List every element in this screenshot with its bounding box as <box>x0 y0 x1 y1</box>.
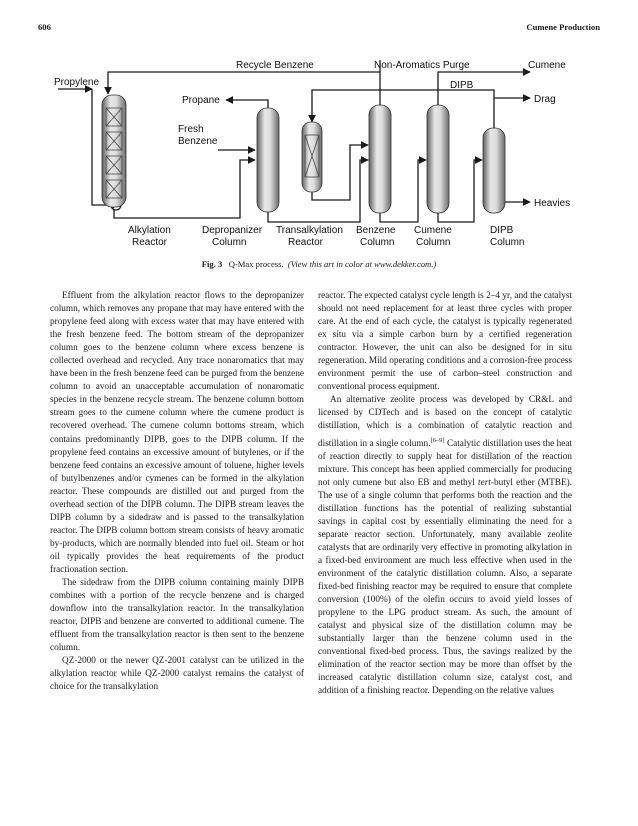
transalkylation-reactor-vessel <box>302 122 322 192</box>
svg-text:Reactor: Reactor <box>288 237 324 248</box>
left-text-column <box>50 290 304 694</box>
svg-text:DIPB: DIPB <box>490 225 514 236</box>
unit-label-benzene-column <box>356 225 396 248</box>
svg-text:Transalkylation: Transalkylation <box>276 225 343 236</box>
svg-text:Column: Column <box>416 237 451 248</box>
unit-label-alkylation <box>128 225 171 248</box>
unit-label-dipb-column <box>490 225 524 248</box>
label-fresh: Fresh <box>178 124 204 135</box>
label-drag: Drag <box>534 94 556 105</box>
unit-label-transalkylation <box>276 225 343 248</box>
paragraph-text: -butyl ether (MTBE). The use of a single column that performs both the reaction and the distillation functions has the potential of realizing substantial savings in capital cost by essentially eliminating the need for a separate reactor section. Unfortunately, many available zeolite catalysts that are ordinarily very effective in promoting alkylation in a fixed-bed environment are much less effective when used in the environment of the catalytic distillation column. Also, a separate fixed-bed finishing reactor may be required to ensure that complete conversion (100%) of the olefin occurs to avoid yield losses of propylene to the LPG product stream. As such, the amount of catalyst and physical size of the distillation column may be substantially larger than the benzene column used in the conventional fixed-bed process. Thus, the savings realized by the elimination of the reactor section may be more than offset by the increased catalytic distillation column size, catalyst cost, and addition of a finishing reactor. Depending on the relative values <box>318 477 572 697</box>
page-number: 606 <box>38 22 51 32</box>
paragraph-text: Catalytic distillation uses the heat of reaction directly to supply heat for distillation of the reaction mixture. This concept has been applied commercially for producing not only cumene but also EB and methyl <box>318 438 572 488</box>
svg-text:Cumene: Cumene <box>414 225 452 236</box>
running-title: Cumene Production <box>526 22 600 32</box>
svg-text:Reactor: Reactor <box>132 237 168 248</box>
svg-text:Benzene: Benzene <box>356 225 396 236</box>
process-flow-diagram <box>50 50 590 250</box>
figure-title: Q-Max process. <box>228 259 284 269</box>
label-non-aromatics-purge: Non-Aromatics Purge <box>374 60 470 71</box>
unit-label-cumene-column <box>414 225 452 248</box>
label-heavies: Heavies <box>534 198 571 209</box>
label-dipb: DIPB <box>450 80 474 91</box>
paragraph-text: An alternative zeolite process was developed by CR&L and licensed by CDTech and is based on the concept of catalytic distillation, which is a combination of catalytic reaction and distillation in a single column. <box>318 395 572 449</box>
svg-text:Alkylation: Alkylation <box>128 225 171 236</box>
cumene-column-vessel <box>427 105 449 213</box>
dipb-sidedraw-line <box>312 90 494 130</box>
label-propylene: Propylene <box>54 77 100 88</box>
svg-text:Depropanizer: Depropanizer <box>202 225 263 236</box>
paragraph: The sidedraw from the DIPB column containing mainly DIPB combines with a portion of the recycle benzene and is charged downflow into the transalkylation reactor. In the transalkylation reactor, DIPB and benzene are converted to additional cumene. The effluent from the transalkylation reactor is then sent to the benzene column. <box>50 578 304 654</box>
depropanizer-column-vessel <box>257 108 279 212</box>
svg-text:Column: Column <box>360 237 395 248</box>
label-recycle-benzene: Recycle Benzene <box>236 60 314 71</box>
svg-text:Column: Column <box>212 237 247 248</box>
unit-label-depropanizer <box>202 225 263 248</box>
paragraph: Effluent from the alkylation reactor flows to the depropanizer column, which removes any propane that may have entered with the propylene feed along with excess water that may have entered with the fresh benzene feed. The bottom stream of the depropanizer column goes to the benzene column where excess benzene is collected overhead and recycled. Any trace nonaromatics that may have been in the fresh benzene feed can be purged from the benzene column to avoid an unacceptable accumulation of nonaromatic species in the benzene recycle stream. The benzene column bottom stream goes to the cumene column where the cumene product is recovered overhead. The cumene column bottoms stream, which contains predominantly DIPB, goes to the DIPB column. If the propylene feed contains an excessive amount of butylenes, or if the benzene feed contains an excessive amount of toluene, higher levels of butylbenzenes and/or cymenes can be formed in the alkylation reactor. These compounds are distilled out and purged from the overhead section of the DIPB column. The DIPB stream leaves the DIPB column by a sidedraw and is passed to the transalkylation reactor. The DIPB column bottom stream consists of heavy aromatic by-products, which are normally blended into fuel oil. Steam or hot oil typically provides the heat requirements of the product fractionation section. <box>50 291 304 575</box>
figure-caption <box>0 259 638 269</box>
label-benzene: Benzene <box>178 136 218 147</box>
label-cumene: Cumene <box>528 60 566 71</box>
figure-color-note: (View this art in color at www.dekker.com.) <box>287 259 437 269</box>
italic-term: tert <box>478 477 491 488</box>
benzene-column-vessel <box>369 105 391 213</box>
reactor-effluent-line <box>114 160 255 218</box>
alkylation-reactor-vessel <box>102 95 126 207</box>
propane-line <box>226 100 268 110</box>
svg-text:Column: Column <box>490 237 525 248</box>
citation-ref: [6–9] <box>430 436 445 444</box>
paragraph: QZ-2000 or the newer QZ-2001 catalyst can be utilized in the alkylation reactor while QZ-2000 catalyst remains the catalyst of choice for the transalkylation <box>50 656 304 693</box>
paragraph <box>318 394 572 698</box>
paragraph: reactor. The expected catalyst cycle length is 2–4 yr, and the catalyst should not need replacement for at least three cycles with proper care. At the end of each cycle, the catalyst is typically regenerated ex situ via a simple carbon burn by a certified regeneration contractor. However, the unit can also be designed for in situ regeneration. Mild operating conditions and a corrosion-free process environment permit the use of carbon–steel construction and conventional process equipment. <box>318 291 572 393</box>
label-propane: Propane <box>182 95 220 106</box>
dipb-column-vessel <box>483 128 505 213</box>
right-text-column <box>318 290 572 699</box>
figure-number: Fig. 3 <box>201 259 223 269</box>
